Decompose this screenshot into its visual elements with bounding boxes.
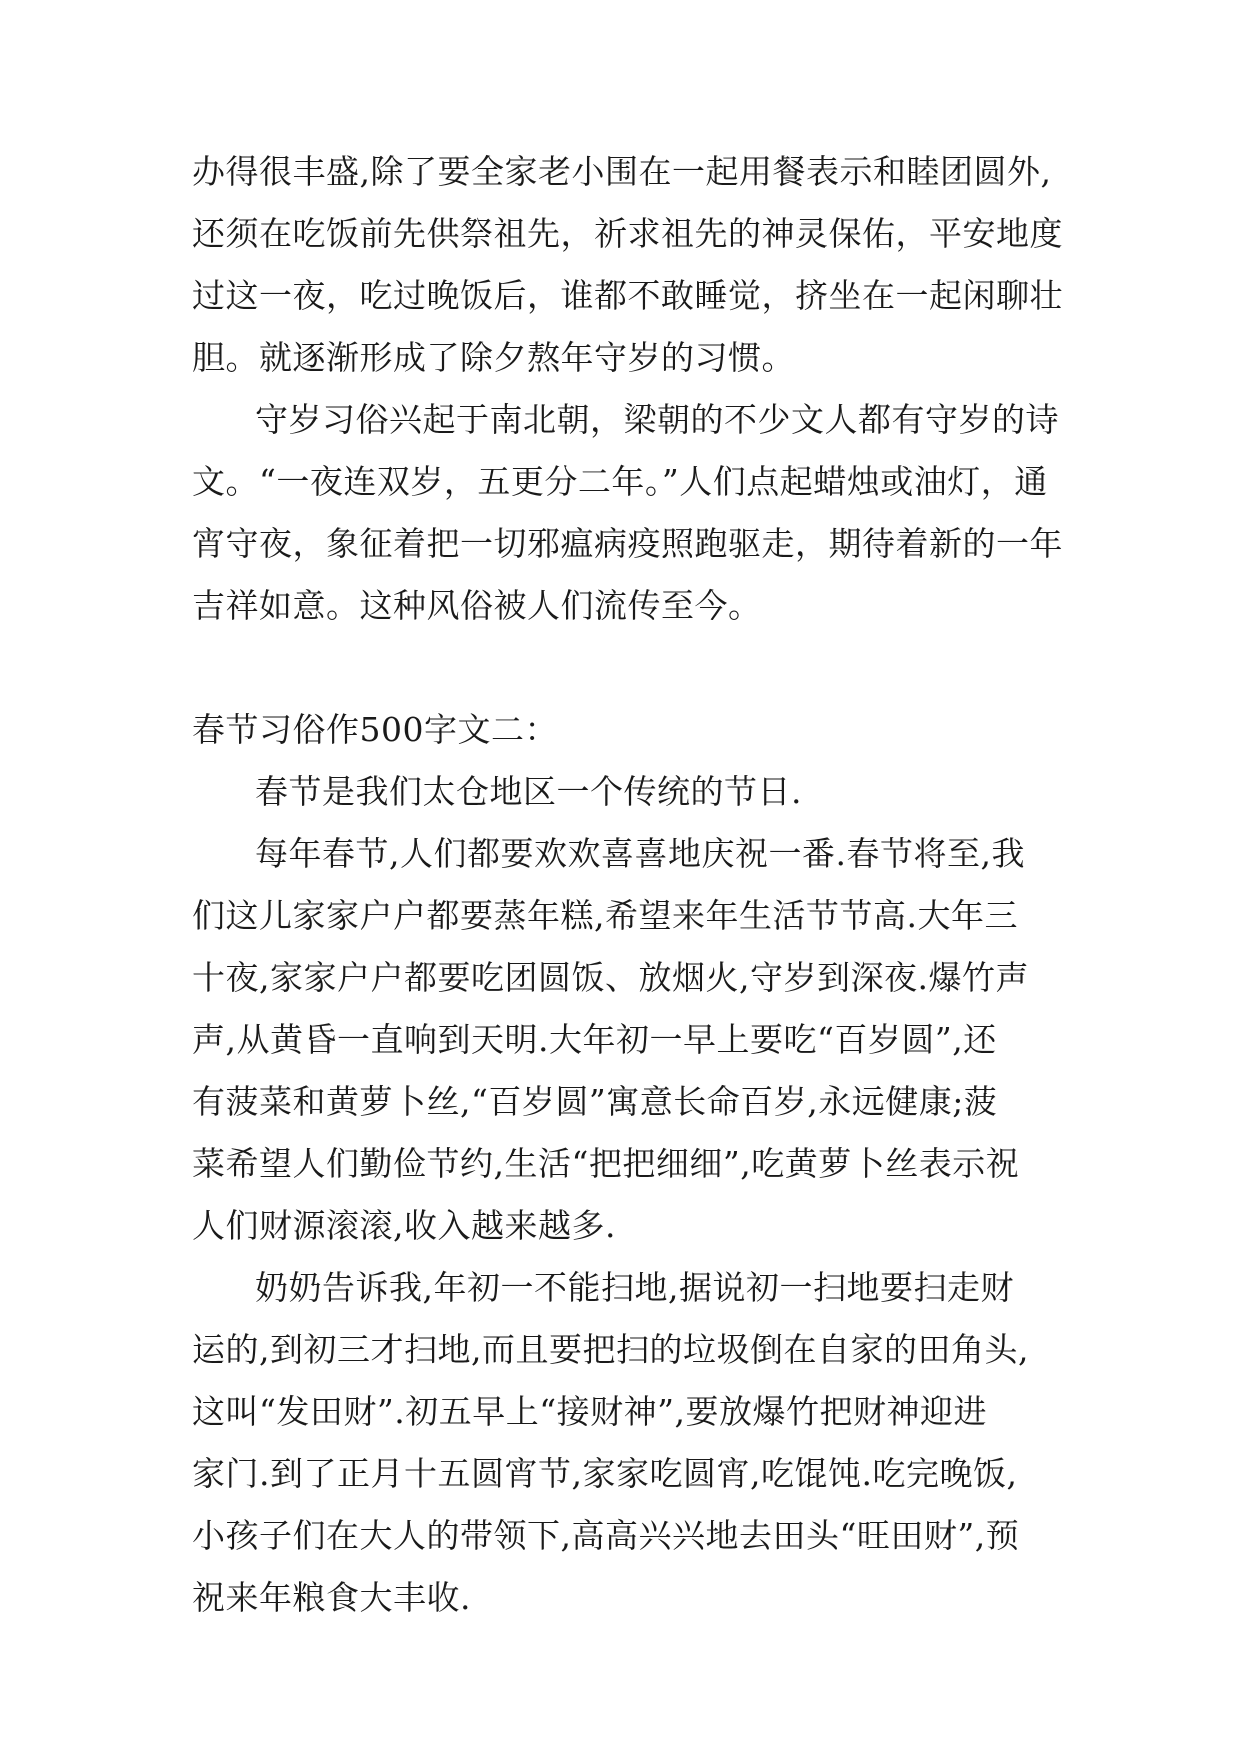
paragraph-line: 声,从黄昏一直响到天明.大年初一早上要吃“百岁圆”,还 [192, 1020, 997, 1059]
paragraph-line: 守岁习俗兴起于南北朝，梁朝的不少文人都有守岁的诗 [255, 400, 1059, 439]
paragraph-line: 有菠菜和黄萝卜丝,“百岁圆”寓意长命百岁,永远健康;菠 [192, 1082, 998, 1121]
paragraph-line: 人们财源滚滚,收入越来越多. [192, 1206, 616, 1245]
paragraph-line: 还须在吃饭前先供祭祖先，祈求祖先的神灵保佑，平安地度 [192, 214, 1063, 253]
paragraph-line: 办得很丰盛,除了要全家老小围在一起用餐表示和睦团圆外, [192, 152, 1052, 191]
paragraph-line: 运的,到初三才扫地,而且要把扫的垃圾倒在自家的田角头, [192, 1330, 1029, 1369]
paragraph-line: 祝来年粮食大丰收. [192, 1578, 471, 1617]
paragraph-line: 吉祥如意。这种风俗被人们流传至今。 [192, 586, 762, 625]
paragraph-line: 春节是我们太仓地区一个传统的节日. [255, 772, 802, 811]
paragraph-line: 胆。就逐渐形成了除夕熬年守岁的习惯。 [192, 338, 795, 377]
paragraph-line: 十夜,家家户户都要吃团圆饭、放烟火,守岁到深夜.爆竹声 [192, 958, 1029, 997]
paragraph-line: 文。“一夜连双岁，五更分二年。”人们点起蜡烛或油灯，通 [192, 462, 1048, 501]
paragraph-line: 每年春节,人们都要欢欢喜喜地庆祝一番.春节将至,我 [255, 834, 1025, 873]
paragraph-line: 菜希望人们勤俭节约,生活“把把细细”,吃黄萝卜丝表示祝 [192, 1144, 1020, 1183]
paragraph-line: 这叫“发田财”.初五早上“接财神”,要放爆竹把财神迎进 [192, 1392, 987, 1431]
paragraph-line: 宵守夜，象征着把一切邪瘟病疫照跑驱走，期待着新的一年 [192, 524, 1063, 563]
paragraph-line: 过这一夜，吃过晚饭后，谁都不敢睡觉，挤坐在一起闲聊壮 [192, 276, 1063, 315]
paragraph-line: 奶奶告诉我,年初一不能扫地,据说初一扫地要扫走财 [255, 1268, 1014, 1307]
paragraph-line: 小孩子们在大人的带领下,高高兴兴地去田头“旺田财”,预 [192, 1516, 1020, 1555]
section-heading: 春节习俗作500字文二： [192, 710, 558, 749]
paragraph-line: 家门.到了正月十五圆宵节,家家吃圆宵,吃馄饨.吃完晚饭, [192, 1454, 1018, 1493]
paragraph-line: 们这儿家家户户都要蒸年糕,希望来年生活节节高.大年三 [192, 896, 1018, 935]
